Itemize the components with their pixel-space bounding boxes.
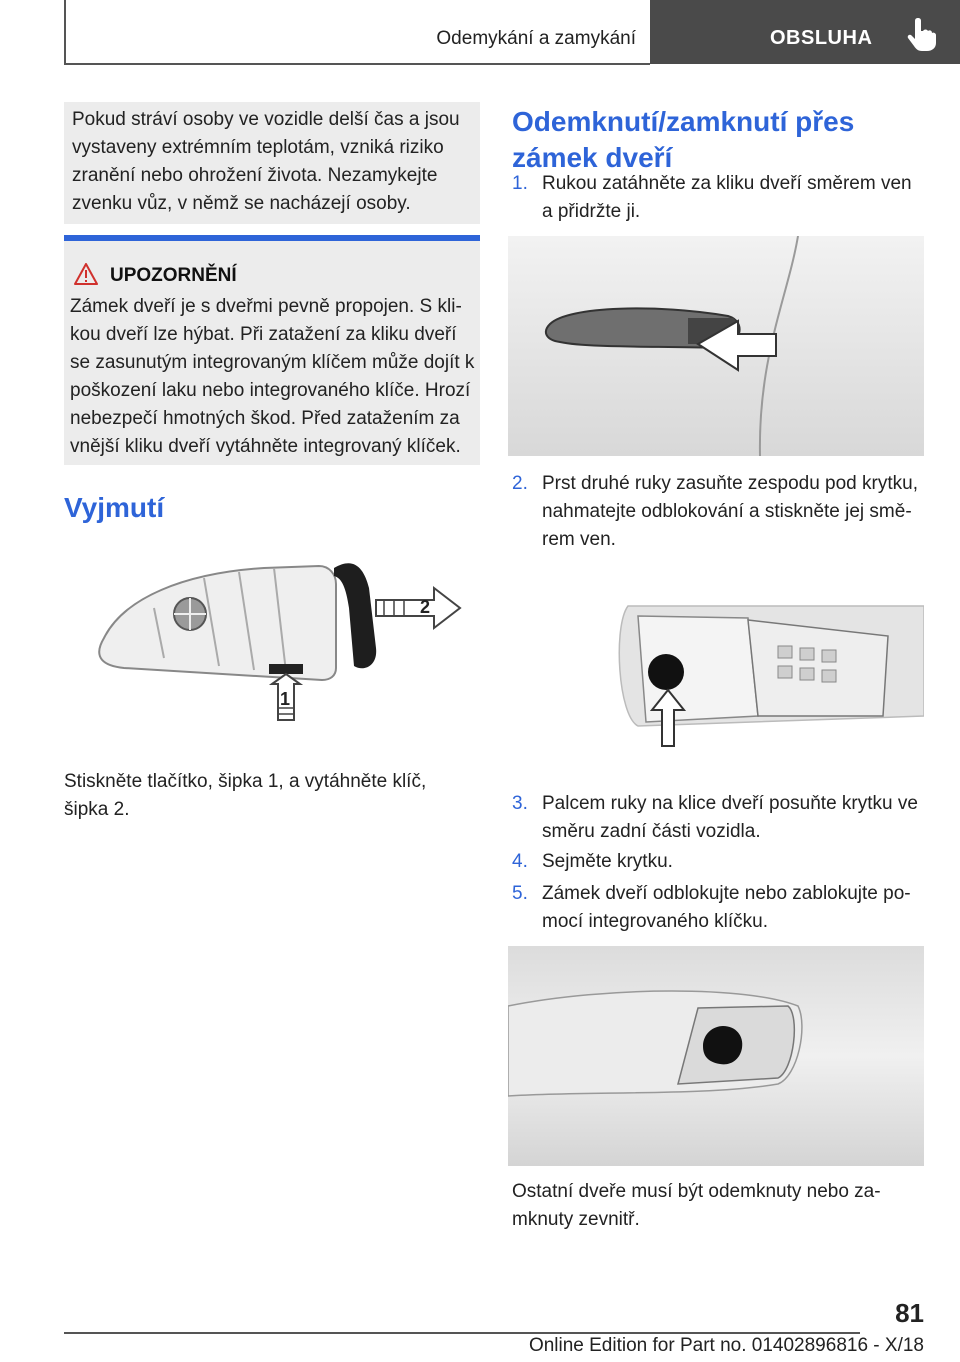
safety-note-text: Pokud stráví osoby ve vozidle delší čas a jsou vystaveny extrémním teplotám, vzniká riziko zranění nebo ohrožení života. Nezamykejte zvenku vůz, v němž se nacházejí osoby. <box>72 109 460 214</box>
safety-note-box <box>64 102 480 224</box>
warning-text: Zámek dveří je s dveřmi pevně propojen. S klikou dveří lze hýbat. Při zatažení za kliku dveří se zasunutým integrovaným klíčem může dojít k poškození laku nebo integrovaného klíče. Hrozí nebezpečí hmotných škod. Před zatažením za vnější kliku dveří vytáhněte integrovaný klíček. <box>70 296 475 457</box>
step-text: Palcem ruky na klice dveří posuňte krytku ve směru zadní části vozidla. <box>542 793 918 842</box>
footer-edition-text: Online Edition for Part no. 01402896816 - X/18 <box>528 1335 924 1356</box>
key-removal-caption: Stiskněte tlačítko, šipka 1, a vytáhněte klíč, šipka 2. <box>64 771 427 820</box>
arrow-label-1: 1 <box>280 689 291 709</box>
step-number: 2. <box>512 473 528 494</box>
hand-pointer-icon <box>904 16 938 52</box>
key-fob-illustration <box>64 548 480 738</box>
footer-rule <box>64 1332 860 1334</box>
door-handle-photo-1 <box>508 236 924 456</box>
header-chapter-tab <box>650 0 960 64</box>
arrow-label-2: 2 <box>420 597 431 617</box>
warning-box <box>64 241 480 465</box>
door-handle-photo-2 <box>508 566 924 766</box>
step-number: 5. <box>512 883 528 904</box>
door-handle-photo-3 <box>508 946 924 1166</box>
header-bottom-rule <box>64 63 650 65</box>
section-heading-vyjmuti: Vyjmutí <box>64 492 165 523</box>
step-number: 4. <box>512 851 528 872</box>
step-text: Zámek dveří odblokujte nebo zablokujte pomocí integrovaného klíčku. <box>542 883 911 932</box>
step-text: Rukou zatáhněte za kliku dveří směrem ven a přidržte ji. <box>542 173 912 222</box>
page-number: 81 <box>895 1298 924 1328</box>
header-section-title: Odemykání a zamykání <box>436 28 636 49</box>
section-heading-door-lock: Odemknutí/zamknutí přes zámek dveří <box>512 106 855 173</box>
warning-triangle-icon <box>74 263 98 285</box>
step-number: 3. <box>512 793 528 814</box>
step-text: Sejměte krytku. <box>542 851 673 872</box>
step-text: Prst druhé ruky zasuňte zespodu pod krytku, nahmatejte odblokování a stiskněte jej směrem ven. <box>542 473 918 550</box>
step-number: 1. <box>512 173 528 194</box>
warning-title: UPOZORNĚNÍ <box>110 265 237 286</box>
chapter-tab-label: OBSLUHA <box>770 27 873 49</box>
closing-note: Ostatní dveře musí být odemknuty nebo zamknuty zevnitř. <box>512 1181 881 1230</box>
